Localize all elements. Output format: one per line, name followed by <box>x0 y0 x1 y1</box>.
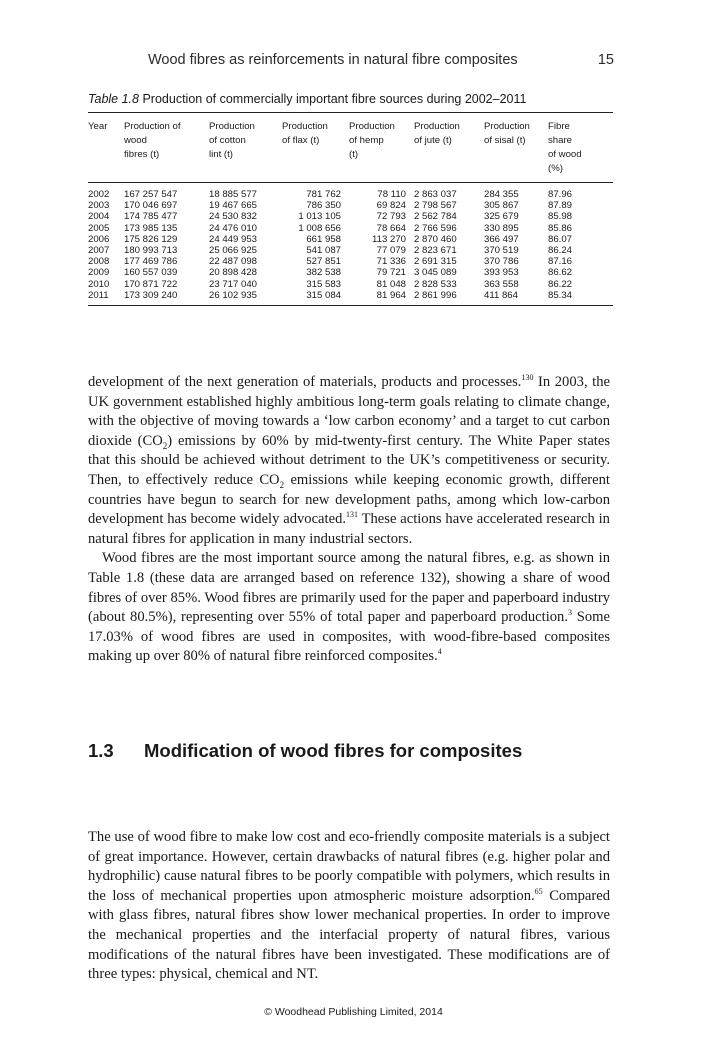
table-label: Table 1.8 <box>88 92 139 106</box>
production-table <box>88 112 613 306</box>
column-header <box>282 113 349 183</box>
table-cell: 86.22 <box>548 278 573 290</box>
table-cell: 2 828 533 <box>414 278 457 290</box>
table-cell: 2 823 671 <box>414 245 457 257</box>
table-cell: 24 530 832 <box>209 211 258 223</box>
table-cell: 86.07 <box>548 233 573 245</box>
table-row <box>88 223 613 234</box>
table-cell: 284 355 <box>484 189 519 200</box>
table-cell: 20 898 428 <box>209 267 258 279</box>
table-cell: 78 110 <box>377 189 406 200</box>
paragraph-text: In 2003, the UK government established highly ambitious long-term goals relating to climate change, with the objective of moving towards a ‘low carbon economy’ and a target to cut carbon dioxide (CO <box>88 374 610 449</box>
table-cell: 78 664 <box>376 222 406 234</box>
table-cell: 18 885 577 <box>209 189 258 200</box>
table-cell: 2 870 460 <box>414 233 457 245</box>
paragraph-text: ) emissions by 60% by mid-twenty-first century. The White Paper states that this should be achieved without detriment to the UK’s competitiveness or security. Then, to effectively reduce CO <box>88 432 611 488</box>
table-caption <box>88 92 618 106</box>
table-cell: 2011 <box>88 289 109 301</box>
table-cell: 411 864 <box>484 289 518 301</box>
column-header-line: Production <box>484 121 530 132</box>
column-header <box>88 113 124 183</box>
table-cell: 160 557 039 <box>124 267 178 279</box>
reference-marker: 131 <box>346 510 359 520</box>
column-header-line: (%) <box>548 163 563 174</box>
table-cell: 366 497 <box>484 233 519 245</box>
paragraph-2 <box>88 549 610 667</box>
table-cell: 781 762 <box>306 189 341 200</box>
table-row <box>88 234 613 245</box>
table-cell: 370 519 <box>484 245 519 257</box>
column-header-line: fibres (t) <box>124 149 160 160</box>
body-text-block-2 <box>88 828 610 985</box>
section-heading <box>88 740 610 762</box>
reference-marker: 130 <box>521 373 534 383</box>
paragraph-text: Compared with glass fibres, natural fibres show lower mechanical properties. In order to improve the mechanical properties and the interfacial property of natural fibres, various modifications of the natural fibres have been investigated. These modifications are of three types: physical, chemical and NT. <box>88 887 610 983</box>
column-header <box>548 113 613 183</box>
subscript: 2 <box>279 479 285 490</box>
table-cell: 2 861 996 <box>414 289 457 301</box>
column-header-line: Production <box>414 121 460 132</box>
table-cell: 170 871 722 <box>124 278 178 290</box>
table-row <box>88 290 613 306</box>
table-cell: 2004 <box>88 211 110 223</box>
table-cell: 2 562 784 <box>414 211 457 223</box>
subscript: 2 <box>162 440 168 451</box>
table-cell: 180 993 713 <box>124 245 178 257</box>
table-cell: 2010 <box>88 278 110 290</box>
table-cell: 22 487 098 <box>209 256 258 268</box>
column-header-line: Production <box>209 121 255 132</box>
reference-marker: 3 <box>568 608 572 618</box>
paragraph-text: The use of wood fibre to make low cost and eco-friendly composite materials is a subject of great importance. However, certain drawbacks of natural fibres (e.g. higher polar and hydrophilic) cause natural fibres to be poorly compatible with polymers, which results in the loss of mechanical properties upon atmospheric moisture adsorption. <box>88 829 610 904</box>
section-title: Modification of wood fibres for composites <box>144 740 523 761</box>
column-header <box>124 113 209 183</box>
table-cell: 2 798 567 <box>414 200 457 212</box>
column-header <box>209 113 282 183</box>
table-body <box>88 183 613 306</box>
paragraph-text: Wood fibres are the most important source among the natural fibres, e.g. as shown in Table 1.8 (these data are arranged based on reference 132), showing a share of wood fibres of over 85%. Wood fibres are primarily used for the paper and paperboard industry (about 80.5%), representing over 55% of total paper and paperboard production. <box>88 550 610 626</box>
table-cell: 24 476 010 <box>209 222 258 234</box>
paragraph-text: development of the next generation of materials, products and processes. <box>88 374 522 390</box>
column-header-line: share <box>548 135 572 146</box>
table-cell: 2006 <box>88 233 110 245</box>
column-header-line: of flax (t) <box>282 135 320 146</box>
table-cell: 86.62 <box>548 267 573 279</box>
table-cell: 173 309 240 <box>124 289 178 301</box>
table-cell: 786 350 <box>306 200 341 212</box>
column-header <box>484 113 548 183</box>
table-cell: 661 958 <box>306 233 341 245</box>
table-cell: 113 270 <box>372 233 406 245</box>
table-cell: 87.96 <box>548 189 573 200</box>
column-header-line: Production of <box>124 121 181 132</box>
column-header-line: of sisal (t) <box>484 135 526 146</box>
table-row <box>88 256 613 267</box>
table-cell: 85.86 <box>548 222 573 234</box>
table-cell: 170 046 697 <box>124 200 178 212</box>
column-header-line: (t) <box>349 149 359 160</box>
table-cell: 1 008 656 <box>298 222 341 234</box>
table-cell: 527 851 <box>306 256 341 268</box>
table-cell: 77 079 <box>376 245 406 257</box>
table-cell: 173 985 135 <box>124 222 178 234</box>
table-cell: 2007 <box>88 245 110 257</box>
table-cell: 393 953 <box>484 267 519 279</box>
table-cell: 2008 <box>88 256 110 268</box>
table-cell: 86.24 <box>548 245 573 257</box>
body-text-block-1 <box>88 373 610 667</box>
column-header-line: of hemp <box>349 135 384 146</box>
table-row <box>88 267 613 278</box>
table-cell: 2009 <box>88 267 110 279</box>
table-cell: 2 691 315 <box>414 256 457 268</box>
table-cell: 177 469 786 <box>124 256 178 268</box>
table-cell: 79 721 <box>376 267 406 279</box>
paragraph-text: Some 17.03% of wood fibres are used in composites, with wood-fibre-based composites making up over 80% of natural fibre reinforced composites. <box>88 609 611 665</box>
table-row <box>88 183 613 201</box>
table-cell: 85.98 <box>548 211 573 223</box>
table-cell: 382 538 <box>306 267 341 279</box>
running-title: Wood fibres as reinforcements in natural fibre composites <box>148 52 518 68</box>
running-head <box>88 52 618 72</box>
table-cell: 24 449 953 <box>209 233 258 245</box>
table-cell: 305 867 <box>484 200 519 212</box>
table-cell: 23 717 040 <box>209 278 258 290</box>
paragraph-3 <box>88 828 610 985</box>
table-cell: 25 066 925 <box>209 245 258 257</box>
table-cell: 541 087 <box>306 245 341 257</box>
table-cell: 315 583 <box>306 278 341 290</box>
table-row <box>88 200 613 211</box>
table-cell: 167 257 547 <box>124 189 178 200</box>
table-cell: 69 824 <box>376 200 406 212</box>
column-header <box>349 113 414 183</box>
page-number: 15 <box>597 52 614 68</box>
table-cell: 2005 <box>88 222 110 234</box>
table-cell: 325 679 <box>484 211 519 223</box>
table-cell: 175 826 129 <box>124 233 178 245</box>
reference-marker: 65 <box>534 886 543 896</box>
table-header <box>88 113 613 183</box>
table-cell: 26 102 935 <box>209 289 258 301</box>
table-cell: 2002 <box>88 189 110 200</box>
table-cell: 85.34 <box>548 289 573 301</box>
column-header-line: Fibre <box>548 121 570 132</box>
paragraph-text: These actions have accelerated research in natural fibres for application in many industrial sectors. <box>88 511 610 547</box>
table-cell: 2003 <box>88 200 110 212</box>
column-header-line: of jute (t) <box>414 135 452 146</box>
column-header-line: of wood <box>548 149 582 160</box>
table-cell: 87.89 <box>548 200 573 212</box>
table-cell: 363 558 <box>484 278 519 290</box>
table-cell: 2 766 596 <box>414 222 457 234</box>
table-cell: 72 793 <box>376 211 406 223</box>
paragraph-text: emissions while keeping economic growth, different countries have begun to search for new development paths, among which low-carbon development has become widely advocated. <box>88 471 610 528</box>
table-cell: 3 045 089 <box>414 267 457 279</box>
table-row <box>88 211 613 222</box>
table-cell: 330 895 <box>484 222 519 234</box>
column-header-line: wood <box>124 135 147 146</box>
reference-marker: 4 <box>437 647 442 657</box>
column-header-line: of cotton <box>209 135 246 146</box>
column-header-line: Production <box>349 121 395 132</box>
table-row <box>88 245 613 256</box>
table-cell: 315 084 <box>306 289 341 301</box>
table-cell: 2 863 037 <box>414 189 457 200</box>
table-cell: 71 336 <box>376 256 406 268</box>
table-caption-text: Production of commercially important fibre sources during 2002–2011 <box>142 92 527 106</box>
table-cell: 87.16 <box>548 256 573 268</box>
column-header <box>414 113 484 183</box>
table-row <box>88 279 613 290</box>
paragraph-1 <box>88 373 610 549</box>
column-header-line: lint (t) <box>209 149 233 160</box>
column-header-line: Year <box>88 121 108 132</box>
column-header-line: Production <box>282 121 328 132</box>
section-number: 1.3 <box>88 740 114 761</box>
table-cell: 81 964 <box>376 289 406 301</box>
copyright-footer: © Woodhead Publishing Limited, 2014 <box>264 1006 443 1018</box>
table-cell: 81 048 <box>376 278 406 290</box>
table-cell: 1 013 105 <box>298 211 341 223</box>
table-cell: 370 786 <box>484 256 519 268</box>
table-cell: 19 467 665 <box>209 200 258 212</box>
table-cell: 174 785 477 <box>124 211 178 223</box>
